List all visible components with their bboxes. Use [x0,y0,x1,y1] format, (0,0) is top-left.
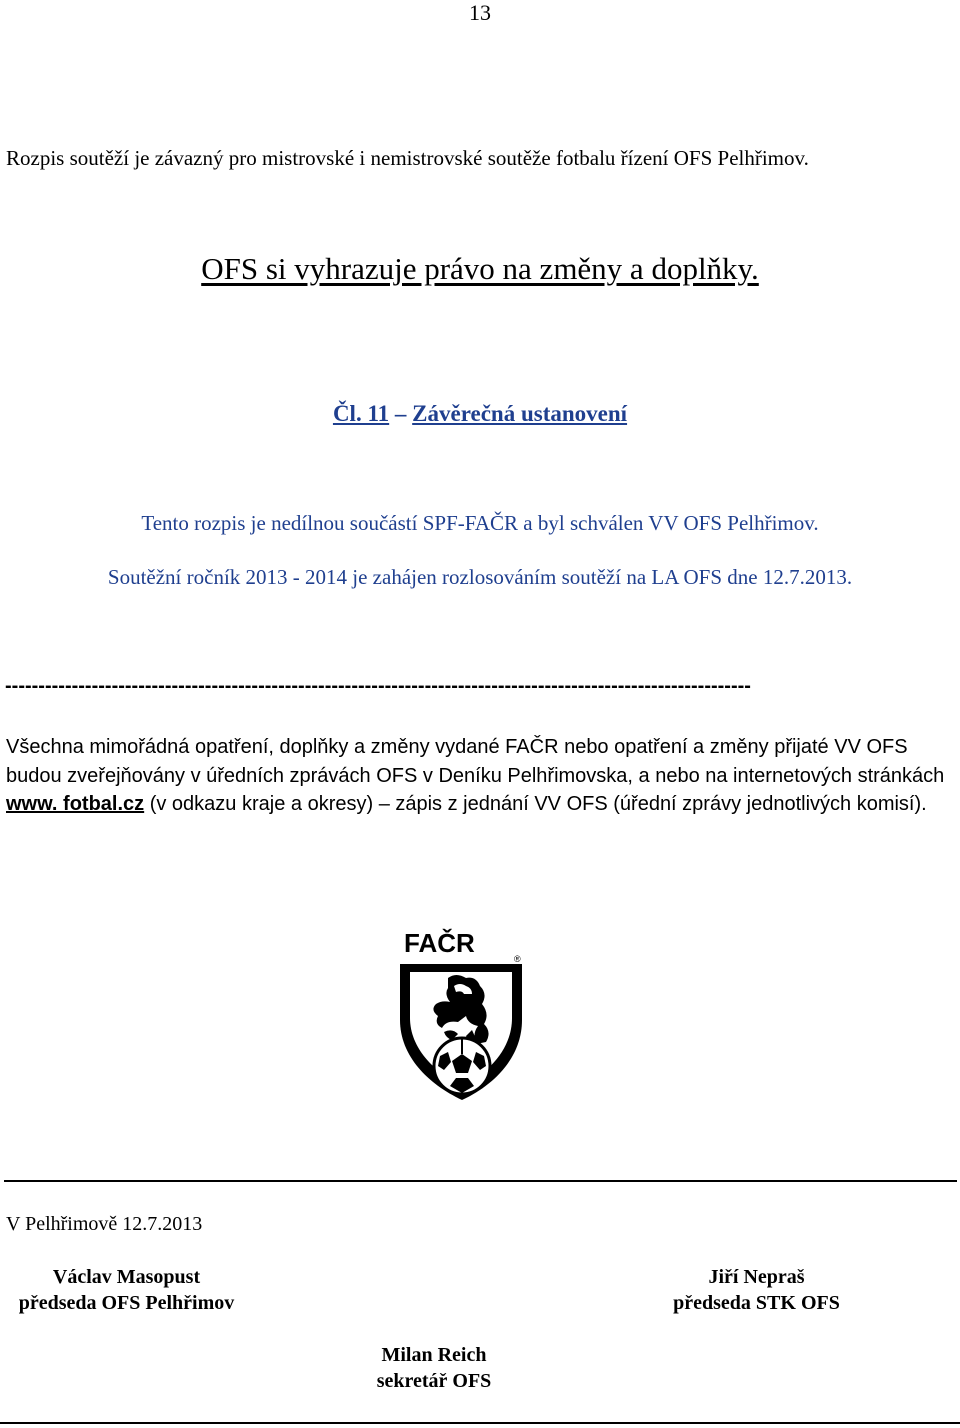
signatory-name: Václav Masopust [52,1266,201,1288]
signatory-role: sekretář OFS [376,1370,492,1392]
fotbal-link[interactable]: www. fotbal.cz [6,793,145,815]
page-number: 13 [469,0,491,25]
place-date: V Pelhřimově 12.7.2013 [6,1213,203,1235]
article-title: Závěrečná ustanovení [412,401,628,426]
notice-text-start: Všechna mimořádná opatření, doplňky a změny vydané FAČR nebo opatření a změny přijaté VV OFS budou zveřejňovány v úředních zprávách OFS v Deníku Pelhřimovska, a nebo na internetových stránkách [6,736,945,787]
article-number: Čl. 11 [332,401,390,426]
logo-text: FAČR [404,928,475,958]
reservation-notice: OFS si vyhrazuje právo na změny a doplňky. [201,251,759,286]
signatory-name: Jiří Nepraš [708,1266,805,1288]
divider-line [4,1180,957,1182]
logo-registered: ® [514,954,521,964]
signature-chairman [4,1264,249,1316]
facr-lion-ball-logo-icon [396,928,530,1104]
signatory-role: předseda STK OFS [673,1292,840,1314]
notice-paragraph [6,733,946,819]
article-heading [0,400,960,428]
dashed-separator: ---------------------------------------------------------------------------------------------------------------- [5,676,751,696]
signatory-role: předseda OFS Pelhřimov [18,1292,235,1314]
bottom-divider-line [0,1422,960,1424]
intro-paragraph: Rozpis soutěží je závazný pro mistrovské i nemistrovské soutěže fotbalu řízení OFS Pelhřimov. [6,146,809,170]
approval-line: Tento rozpis je nedílnou součástí SPF-FAČR a byl schválen VV OFS Pelhřimov. [141,511,819,535]
facr-logo [396,928,530,1104]
signature-stk-chairman [660,1264,853,1316]
article-separator: – [389,401,413,426]
signature-secretary [368,1342,500,1394]
notice-text-end: (v odkazu kraje a okresy) – zápis z jednání VV OFS (úřední zprávy jednotlivých komisí). [144,793,927,815]
signatory-name: Milan Reich [381,1344,487,1366]
season-line: Soutěžní ročník 2013 - 2014 je zahájen rozlosováním soutěží na LA OFS dne 12.7.2013. [107,565,853,589]
